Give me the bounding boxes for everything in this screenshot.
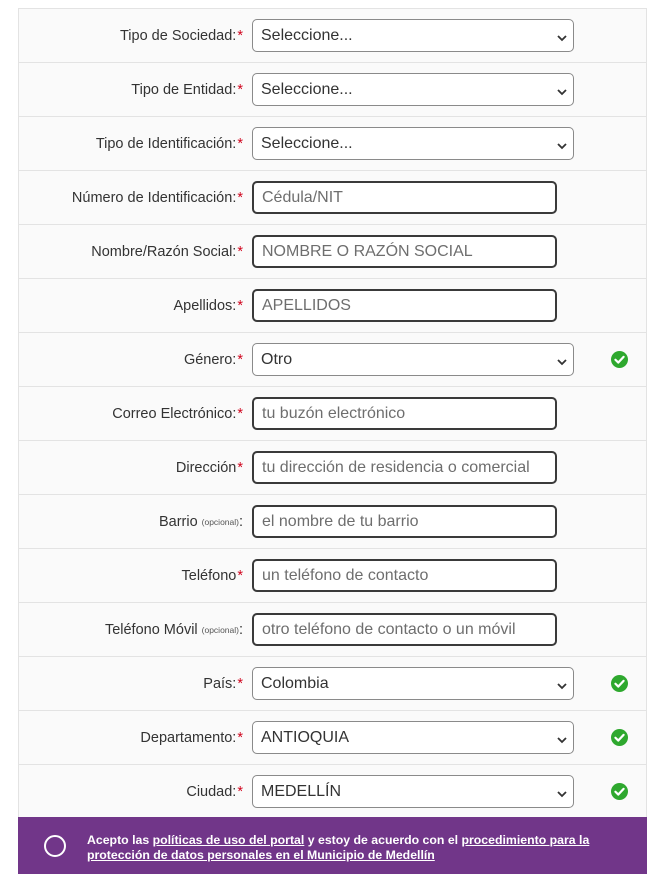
field-label [140, 711, 243, 764]
form-row [19, 441, 646, 495]
required-asterisk: * [237, 405, 243, 422]
form-row [19, 9, 646, 63]
required-asterisk: * [237, 459, 243, 476]
field-label-text: Nombre/Razón Social: [91, 243, 237, 260]
form-row [19, 333, 646, 387]
select-field[interactable] [252, 775, 574, 808]
input-placeholder: un teléfono de contacto [262, 566, 429, 584]
required-asterisk: * [237, 297, 243, 314]
input-placeholder: APELLIDOS [262, 296, 351, 314]
field-label-text: Apellidos: [173, 297, 237, 314]
form-row [19, 549, 646, 603]
text-input[interactable] [252, 559, 557, 592]
field-label [182, 549, 243, 602]
field-label-text: Tipo de Sociedad: [119, 27, 237, 44]
required-asterisk: * [237, 783, 243, 800]
chevron-down-icon [557, 732, 565, 740]
select-value: Seleccione... [261, 134, 353, 152]
label-colon: : [238, 621, 243, 638]
required-asterisk: * [237, 351, 243, 368]
field-label [105, 603, 243, 656]
data-protection-link[interactable]: procedimiento para la protección de datos personales en el Municipio de Medellín [87, 833, 590, 862]
required-asterisk: * [237, 81, 243, 98]
field-label-text: Tipo de Entidad: [131, 81, 237, 98]
field-label-text: Género: [183, 351, 237, 368]
form-row [19, 657, 646, 711]
optional-tag: (opcional) [201, 516, 239, 527]
form-row [19, 117, 646, 171]
select-value: Colombia [261, 674, 329, 692]
field-label [176, 441, 243, 494]
required-asterisk: * [237, 243, 243, 260]
input-placeholder: NOMBRE O RAZÓN SOCIAL [262, 242, 473, 260]
field-label-text: Correo Electrónico: [112, 405, 237, 422]
text-input[interactable] [252, 289, 557, 322]
field-label [91, 225, 243, 278]
field-label [184, 333, 243, 386]
text-input[interactable] [252, 235, 557, 268]
field-label-text: Dirección [175, 459, 237, 476]
required-asterisk: * [237, 27, 243, 44]
field-label [131, 63, 243, 116]
select-field[interactable] [252, 19, 574, 52]
consent-banner [18, 817, 647, 874]
field-label-text: Ciudad: [186, 783, 237, 800]
select-value: ANTIOQUIA [261, 728, 350, 746]
select-field[interactable] [252, 127, 574, 160]
required-asterisk: * [237, 135, 243, 152]
chevron-down-icon [557, 84, 565, 92]
consent-radio[interactable] [44, 835, 66, 857]
field-label-text: País: [203, 675, 237, 692]
label-colon: : [238, 513, 243, 530]
form-row [19, 711, 646, 765]
valid-check-icon [611, 783, 628, 800]
select-value: MEDELLÍN [261, 782, 342, 800]
required-asterisk: * [237, 729, 243, 746]
field-label [159, 495, 243, 548]
select-field[interactable] [252, 343, 574, 376]
field-label-text: Departamento: [140, 729, 237, 746]
field-label [203, 657, 243, 710]
consent-text-2: y estoy de acuerdo con el [304, 833, 462, 847]
valid-check-icon [611, 729, 628, 746]
select-field[interactable] [252, 721, 574, 754]
input-placeholder: otro teléfono de contacto o un móvil [262, 620, 516, 638]
input-placeholder: Cédula/NIT [262, 188, 343, 206]
form-row [19, 171, 646, 225]
field-label-text: Tipo de Identificación: [95, 135, 237, 152]
form-row [19, 279, 646, 333]
form-row [19, 765, 646, 819]
chevron-down-icon [557, 138, 565, 146]
registration-form [18, 8, 647, 819]
field-label [96, 117, 243, 170]
field-label [186, 765, 243, 818]
chevron-down-icon [557, 30, 565, 38]
field-label-text: Teléfono Móvil [104, 621, 198, 638]
field-label-text: Teléfono [181, 567, 237, 584]
form-row [19, 603, 646, 657]
input-placeholder: tu buzón electrónico [262, 404, 406, 422]
field-label [120, 9, 243, 62]
field-label [112, 387, 243, 440]
valid-check-icon [611, 351, 628, 368]
required-asterisk: * [237, 567, 243, 584]
required-asterisk: * [237, 675, 243, 692]
optional-tag: (opcional) [201, 624, 239, 635]
form-row [19, 387, 646, 441]
consent-text-1: Acepto las [87, 833, 153, 847]
select-value: Seleccione... [261, 80, 353, 98]
required-asterisk: * [237, 189, 243, 206]
select-field[interactable] [252, 667, 574, 700]
text-input[interactable] [252, 397, 557, 430]
chevron-down-icon [557, 678, 565, 686]
consent-text [87, 833, 607, 863]
select-value: Otro [261, 350, 293, 368]
chevron-down-icon [557, 354, 565, 362]
form-row [19, 495, 646, 549]
text-input[interactable] [252, 613, 557, 646]
input-placeholder: el nombre de tu barrio [262, 512, 419, 530]
form-row [19, 225, 646, 279]
text-input[interactable] [252, 451, 557, 484]
text-input[interactable] [252, 181, 557, 214]
input-placeholder: tu dirección de residencia o comercial [262, 458, 530, 476]
text-input[interactable] [252, 505, 557, 538]
select-field[interactable] [252, 73, 574, 106]
select-value: Seleccione... [261, 26, 353, 44]
chevron-down-icon [557, 786, 565, 794]
field-label-text: Número de Identificación: [71, 189, 237, 206]
field-label [173, 279, 243, 332]
field-label [72, 171, 243, 224]
form-row [19, 63, 646, 117]
valid-check-icon [611, 675, 628, 692]
policies-link[interactable]: políticas de uso del portal [152, 833, 305, 847]
field-label-text: Barrio [158, 513, 198, 530]
